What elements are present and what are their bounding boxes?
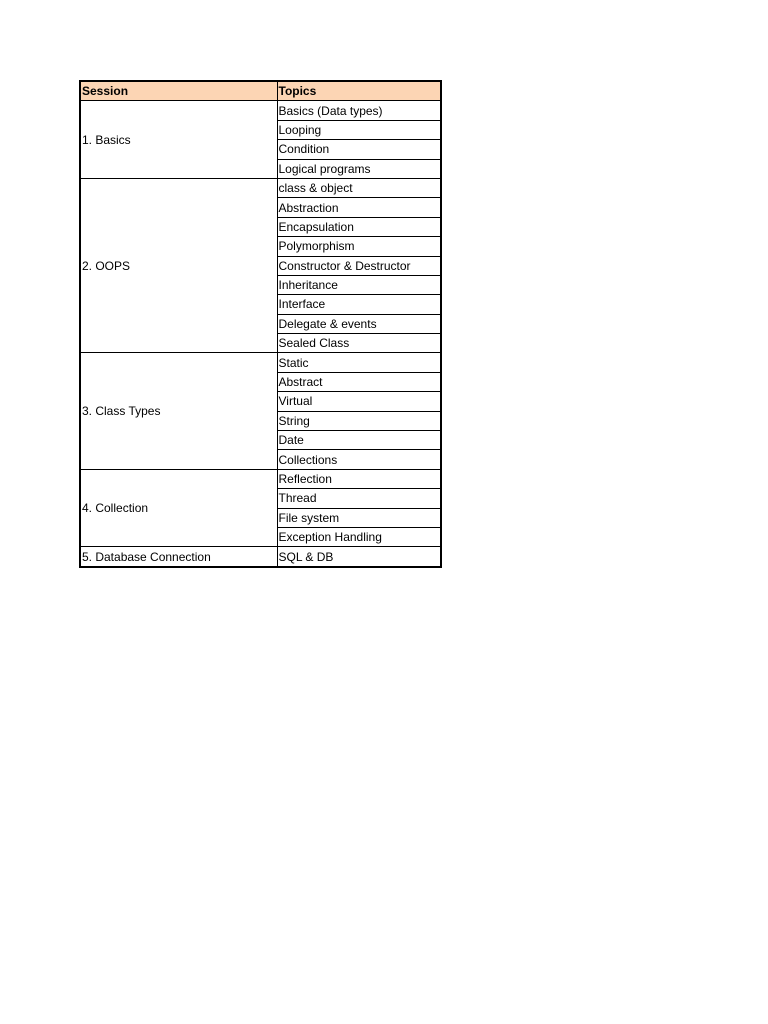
topic-cell: Date xyxy=(277,431,441,450)
session-topics-table xyxy=(79,80,442,568)
topic-cell: class & object xyxy=(277,178,441,197)
topic-cell: Interface xyxy=(277,295,441,314)
table-row xyxy=(80,469,441,488)
topic-cell: Condition xyxy=(277,140,441,159)
session-cell: 5. Database Connection xyxy=(80,547,277,567)
topic-cell: Polymorphism xyxy=(277,237,441,256)
table-row xyxy=(80,353,441,372)
table-row xyxy=(80,178,441,197)
table-body xyxy=(80,101,441,567)
topic-cell: File system xyxy=(277,508,441,527)
topic-cell: Static xyxy=(277,353,441,372)
topic-cell: Basics (Data types) xyxy=(277,101,441,120)
topic-cell: Constructor & Destructor xyxy=(277,256,441,275)
topics-column-header: Topics xyxy=(277,81,441,101)
table-row xyxy=(80,101,441,120)
session-cell: 4. Collection xyxy=(80,469,277,547)
topic-cell: Reflection xyxy=(277,469,441,488)
topic-cell: Thread xyxy=(277,489,441,508)
topic-cell: Delegate & events xyxy=(277,314,441,333)
topic-cell: Exception Handling xyxy=(277,527,441,546)
table-row xyxy=(80,547,441,567)
header-row xyxy=(80,81,441,101)
table-header xyxy=(80,81,441,101)
topic-cell: Encapsulation xyxy=(277,217,441,236)
topic-cell: Abstract xyxy=(277,372,441,391)
topic-cell: Inheritance xyxy=(277,275,441,294)
topic-cell: Collections xyxy=(277,450,441,469)
topic-cell: SQL & DB xyxy=(277,547,441,567)
session-column-header: Session xyxy=(80,81,277,101)
topic-cell: Looping xyxy=(277,120,441,139)
session-cell: 3. Class Types xyxy=(80,353,277,469)
topic-cell: Abstraction xyxy=(277,198,441,217)
session-cell: 2. OOPS xyxy=(80,178,277,353)
session-cell: 1. Basics xyxy=(80,101,277,179)
topic-cell: Logical programs xyxy=(277,159,441,178)
topic-cell: String xyxy=(277,411,441,430)
topic-cell: Virtual xyxy=(277,392,441,411)
topic-cell: Sealed Class xyxy=(277,334,441,353)
